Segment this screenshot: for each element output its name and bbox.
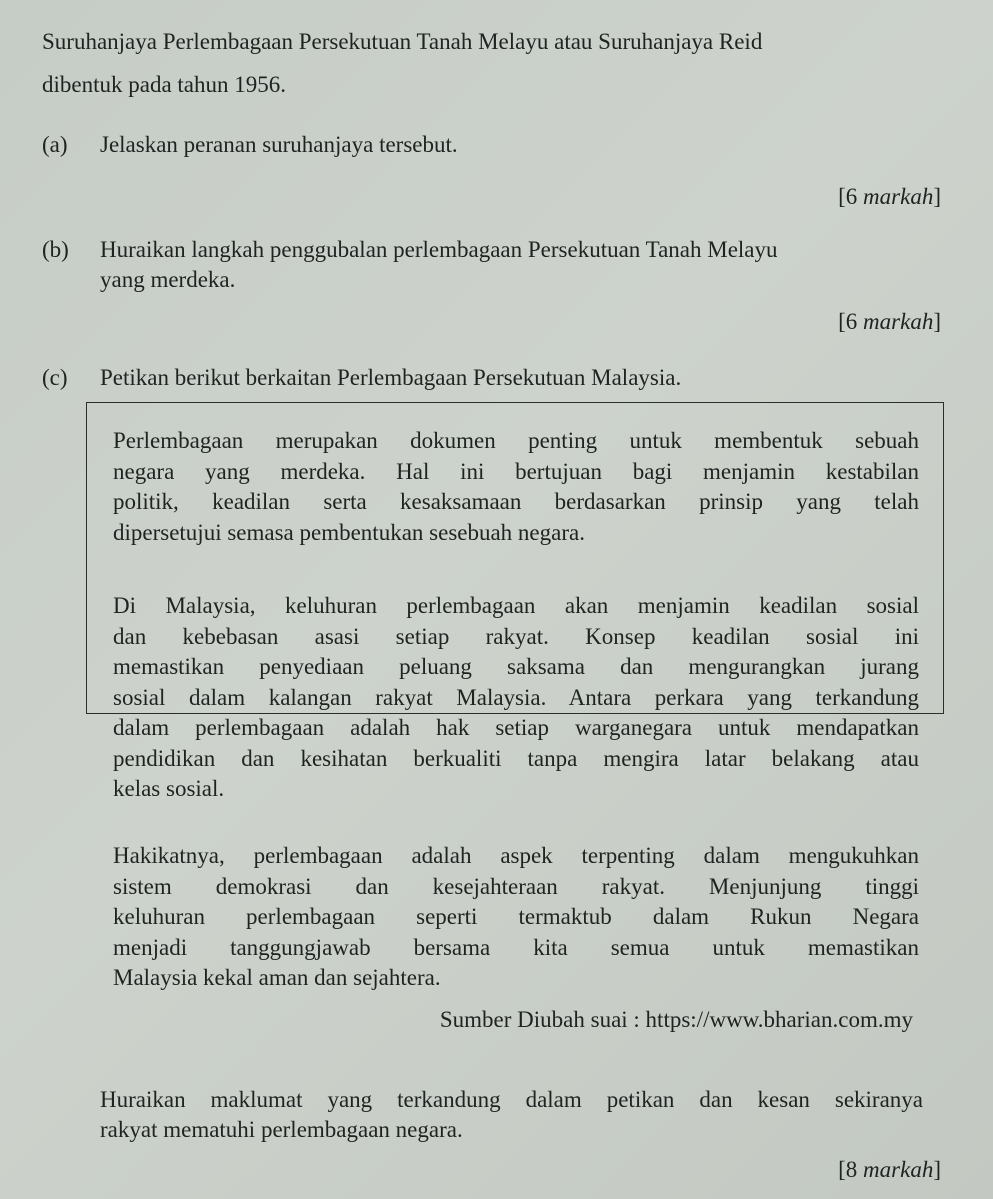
marks-word: markah: [863, 309, 934, 334]
passage-source: Sumber Diubah suai : https://www.bharian.com.my: [439, 1007, 913, 1032]
passage-line: Perlembagaan merupakan dokumen penting untuk membentuk sebuah: [113, 428, 919, 453]
passage-line: kelas sosial.: [113, 776, 225, 801]
passage-line: Malaysia kekal aman dan sejahtera.: [113, 965, 441, 990]
passage-line: keluhuran perlembagaan seperti termaktub dalam Rukun Negara: [113, 904, 919, 929]
marks-bracket: ]: [933, 1157, 941, 1182]
marks-number: [6: [838, 184, 864, 209]
passage-line: dalam perlembagaan adalah hak setiap warganegara untuk mendapatkan: [113, 715, 919, 740]
marks-word: markah: [863, 1157, 934, 1182]
marks-word: markah: [863, 184, 934, 209]
question-a-text: Jelaskan peranan suruhanjaya tersebut.: [100, 132, 458, 157]
question-c-line-1: Huraikan maklumat yang terkandung dalam petikan dan kesan sekiranya: [100, 1087, 923, 1112]
question-c-line-2: rakyat mematuhi perlembagaan negara.: [100, 1117, 463, 1142]
question-b-label: (b): [42, 237, 69, 262]
marks-number: [6: [838, 309, 864, 334]
passage-line: Hakikatnya, perlembagaan adalah aspek terpenting dalam mengukuhkan: [113, 843, 919, 868]
passage-line: memastikan penyediaan peluang saksama dan mengurangkan jurang: [113, 654, 919, 679]
marks-bracket: ]: [933, 184, 941, 209]
question-c-label: (c): [42, 365, 68, 390]
passage-paragraph-1: [113, 426, 919, 548]
question-b-line-1: Huraikan langkah penggubalan perlembagaan Persekutuan Tanah Melayu: [100, 237, 778, 262]
question-c-marks: [838, 1155, 941, 1185]
passage-line: dan kebebasan asasi setiap rakyat. Konsep keadilan sosial ini: [113, 623, 919, 649]
question-b-line-2: yang merdeka.: [100, 267, 236, 292]
intro-line-1: Suruhanjaya Perlembagaan Persekutuan Tanah Melayu atau Suruhanjaya Reid: [42, 29, 763, 54]
passage-paragraph-3: [113, 841, 919, 994]
passage-line: sosial dalam kalangan rakyat Malaysia. Antara perkara yang terkandung: [113, 684, 919, 710]
passage-box: [86, 402, 944, 1032]
question-a-marks: [838, 182, 941, 212]
passage-line: sistem demokrasi dan kesejahteraan rakyat. Menjunjung tinggi: [113, 873, 919, 899]
intro-line-2: dibentuk pada tahun 1956.: [42, 72, 287, 97]
passage-line: negara yang merdeka. Hal ini bertujuan bagi menjamin kestabilan: [113, 458, 919, 484]
passage-line: politik, keadilan serta kesaksamaan berdasarkan prinsip yang telah: [113, 489, 919, 514]
question-a-label: (a): [42, 132, 68, 157]
passage-paragraph-2: [113, 591, 919, 805]
passage-line: Di Malaysia, keluhuran perlembagaan akan menjamin keadilan sosial: [113, 593, 919, 618]
marks-bracket: ]: [933, 309, 941, 334]
passage-line: menjadi tanggungjawab bersama kita semua untuk memastikan: [113, 934, 919, 960]
passage-line: dipersetujui semasa pembentukan sesebuah negara.: [113, 519, 585, 545]
question-c-text: Petikan berikut berkaitan Perlembagaan Persekutuan Malaysia.: [100, 365, 682, 390]
passage-line: pendidikan dan kesihatan berkualiti tanpa mengira latar belakang atau: [113, 745, 919, 771]
marks-number: [8: [838, 1157, 864, 1182]
question-b-marks: [838, 307, 941, 337]
